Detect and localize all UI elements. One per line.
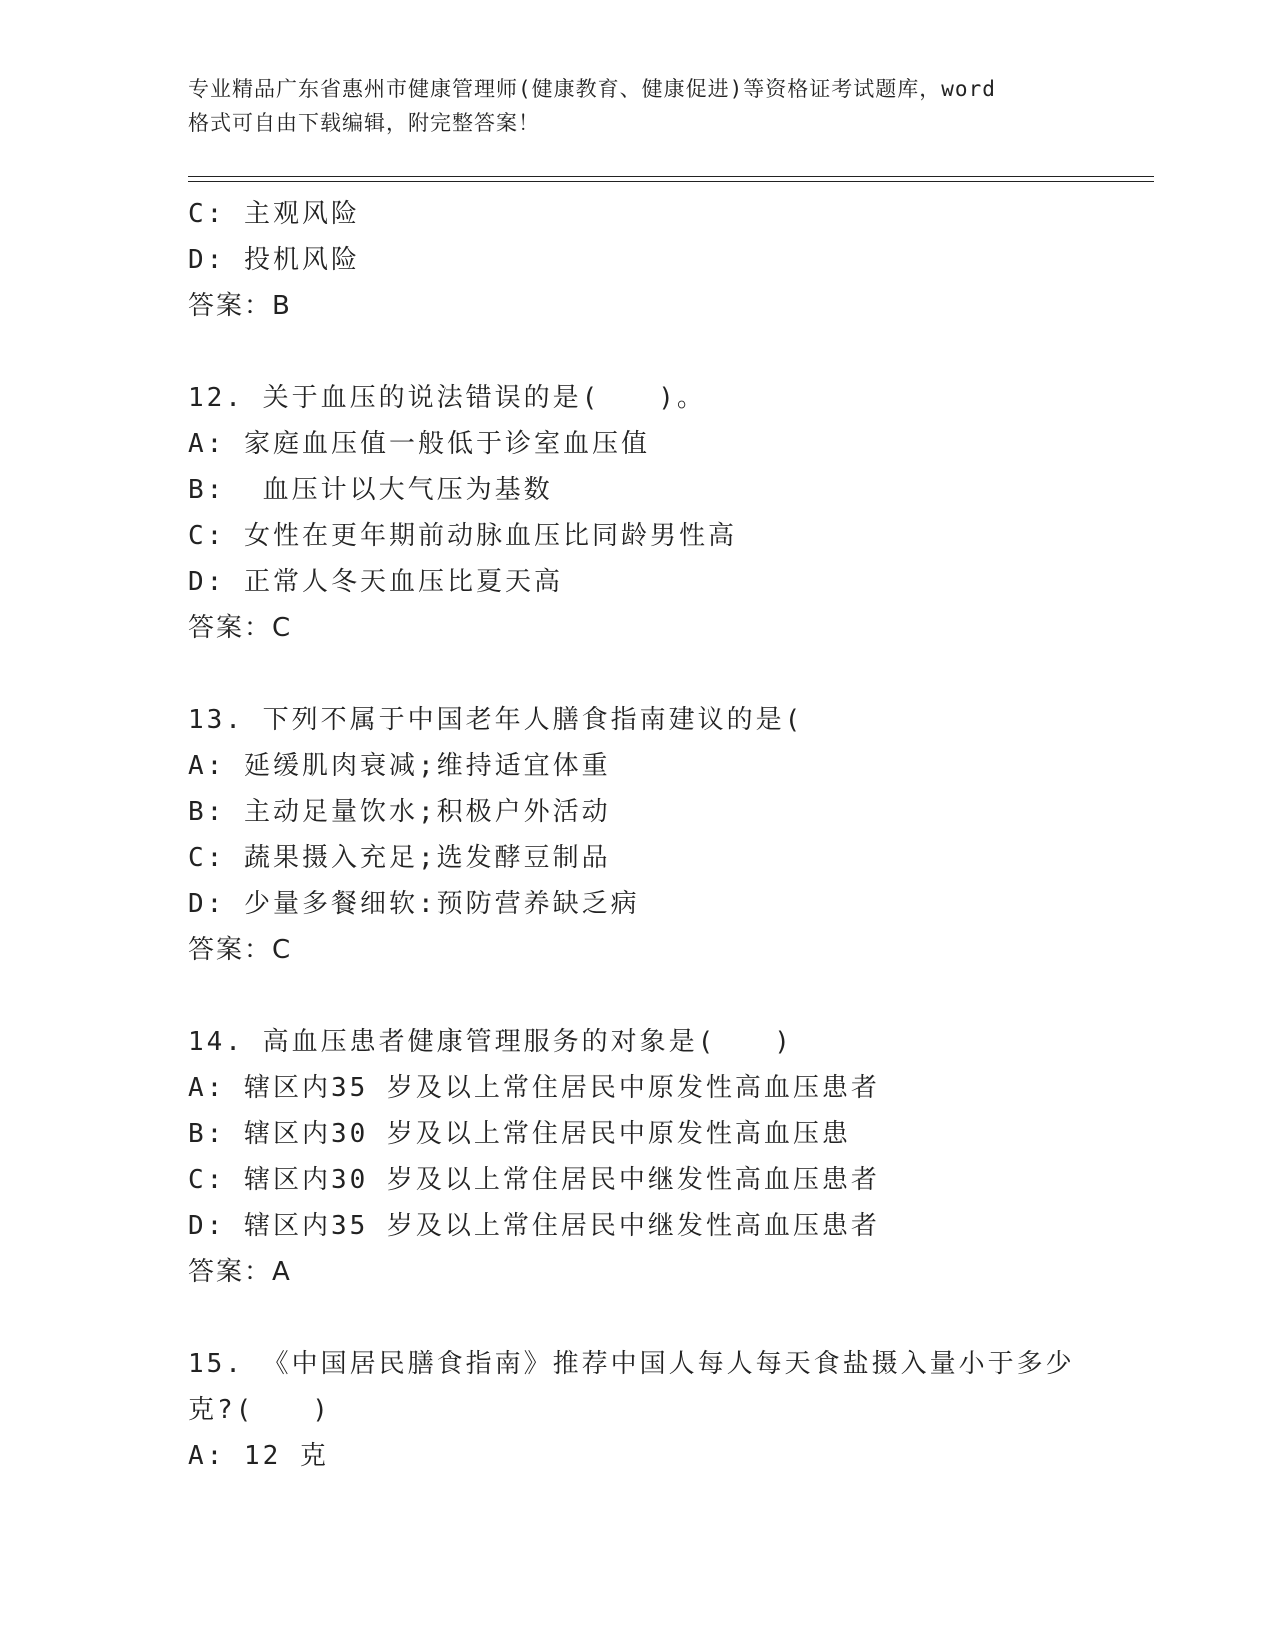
question-number: 12. <box>188 383 244 413</box>
page-header <box>188 72 1088 140</box>
header-divider-top <box>188 176 1154 177</box>
question-stem <box>188 1019 1088 1065</box>
option-label: A: <box>188 1073 226 1103</box>
option-label: C: <box>188 1165 226 1195</box>
question-stem <box>188 697 1088 743</box>
option-text: 蔬果摄入充足;选发酵豆制品 <box>243 843 611 873</box>
option-b <box>188 1111 1088 1157</box>
option-label: A: <box>188 751 226 781</box>
option-label: A: <box>188 1441 226 1471</box>
option-text: 家庭血压值一般低于诊室血压值 <box>243 429 650 459</box>
option-label: D: <box>188 567 226 597</box>
option-text: 辖区内35 岁及以上常住居民中原发性高血压患者 <box>243 1073 880 1103</box>
option-label: C: <box>188 521 226 551</box>
question-text: 下列不属于中国老年人膳食指南建议的是( <box>262 705 804 735</box>
option-b <box>188 467 1088 513</box>
option-label: B: <box>188 1119 226 1149</box>
question-text: 关于血压的说法错误的是( )。 <box>262 383 706 413</box>
option-label: D: <box>188 245 226 275</box>
option-text: 正常人冬天血压比夏天高 <box>243 567 563 597</box>
option-c <box>188 1157 1088 1203</box>
option-d <box>188 559 1088 605</box>
option-text: 血压计以大气压为基数 <box>243 475 553 505</box>
question-number: 13. <box>188 705 244 735</box>
answer-text: 答案：B <box>188 291 292 321</box>
question-text: 高血压患者健康管理服务的对象是( ) <box>262 1027 793 1057</box>
question-stem-continued: 克?( ) <box>188 1395 331 1425</box>
option-d <box>188 881 1088 927</box>
option-label: D: <box>188 889 226 919</box>
option-text: 女性在更年期前动脉血压比同龄男性高 <box>243 521 737 551</box>
option-c <box>188 513 1088 559</box>
header-line-2: 格式可自由下载编辑，附完整答案！ <box>188 111 540 135</box>
option-text: 辖区内30 岁及以上常住居民中原发性高血压患 <box>243 1119 851 1149</box>
answer-text: 答案：C <box>188 613 293 643</box>
option-label: B: <box>188 797 226 827</box>
question-content <box>188 191 1088 1479</box>
option-c <box>188 835 1088 881</box>
answer-text: 答案：C <box>188 935 293 965</box>
question-stem <box>188 1341 1088 1387</box>
question-number: 15. <box>188 1349 244 1379</box>
option-text: 少量多餐细软:预防营养缺乏病 <box>243 889 640 919</box>
option-d <box>188 1203 1088 1249</box>
option-c <box>188 191 1088 237</box>
question-number: 14. <box>188 1027 244 1057</box>
header-divider-bottom <box>188 181 1154 182</box>
option-text: 辖区内30 岁及以上常住居民中继发性高血压患者 <box>243 1165 880 1195</box>
option-a <box>188 743 1088 789</box>
option-text: 辖区内35 岁及以上常住居民中继发性高血压患者 <box>243 1211 880 1241</box>
option-b <box>188 789 1088 835</box>
option-text: 主观风险 <box>243 199 360 229</box>
option-text: 投机风险 <box>243 245 360 275</box>
option-label: A: <box>188 429 226 459</box>
option-text: 延缓肌肉衰减;维持适宜体重 <box>243 751 611 781</box>
question-text: 《中国居民膳食指南》推荐中国人每人每天食盐摄入量小于多少 <box>262 1349 1075 1379</box>
option-label: C: <box>188 843 226 873</box>
answer-text: 答案：A <box>188 1257 292 1287</box>
option-label: B: <box>188 475 226 505</box>
option-a <box>188 1433 1088 1479</box>
question-stem <box>188 375 1088 421</box>
option-text: 主动足量饮水;积极户外活动 <box>243 797 611 827</box>
option-text: 12 克 <box>243 1441 329 1471</box>
option-a <box>188 421 1088 467</box>
option-a <box>188 1065 1088 1111</box>
option-label: D: <box>188 1211 226 1241</box>
header-line-1: 专业精品广东省惠州市健康管理师(健康教育、健康促进)等资格证考试题库，word <box>188 77 996 101</box>
option-d <box>188 237 1088 283</box>
option-label: C: <box>188 199 226 229</box>
